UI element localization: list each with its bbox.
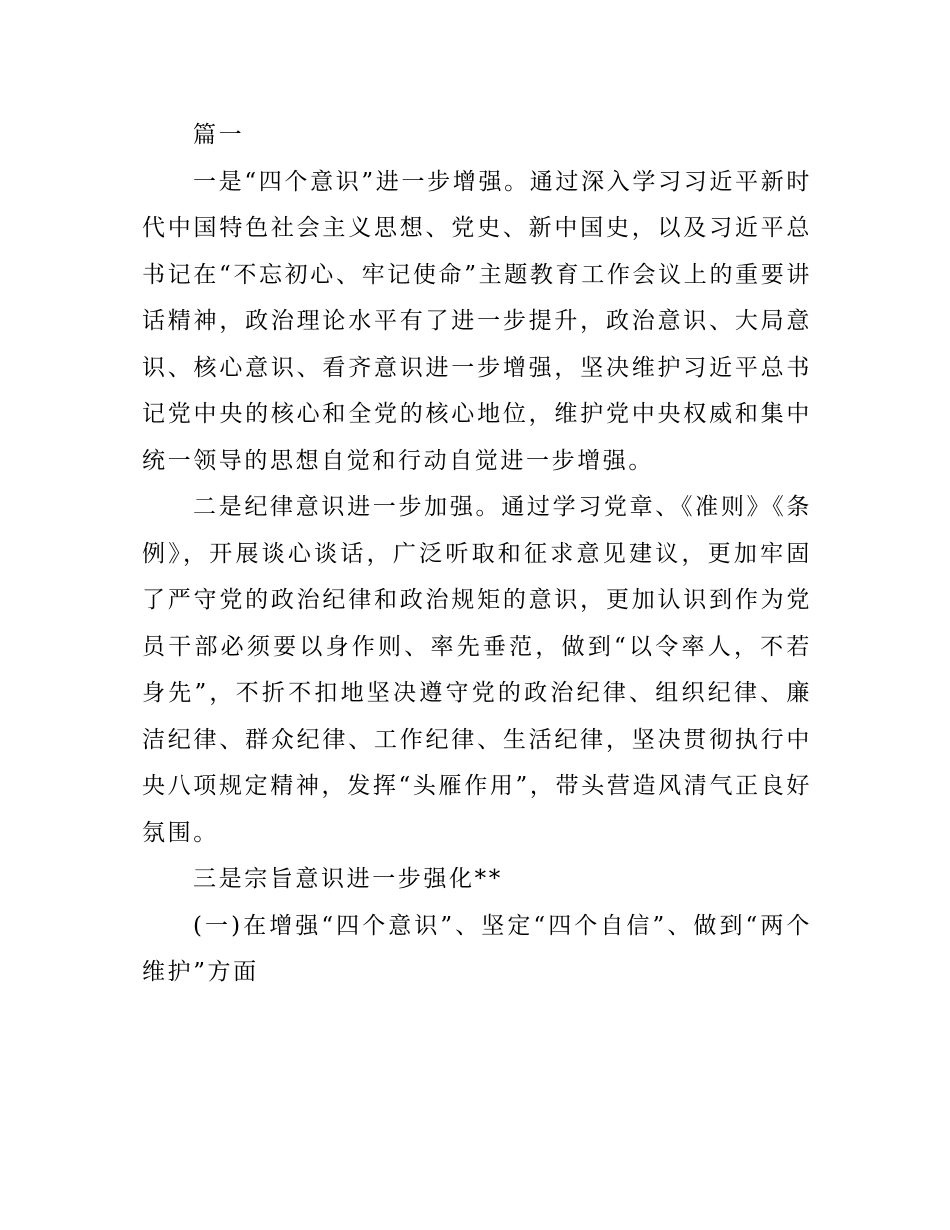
document-body: [142, 112, 812, 996]
paragraph-four-consciousness: 一是“四个意识”进一步增强。通过深入学习习近平新时代中国特色社会主义思想、党史、新中国史，以及习近平总书记在“不忘初心、牢记使命”主题教育工作会议上的重要讲话精神，政治理论水平有了进一步提升，政治意识、大局意识、核心意识、看齐意识进一步增强，坚决维护习近平总书记党中央的核心和全党的核心地位，维护党中央权威和集中统一领导的思想自觉和行动自觉进一步增强。: [142, 168, 812, 474]
paragraph-discipline: 二是纪律意识进一步加强。通过学习党章、《准则》《条例》，开展谈心谈话，广泛听取和征求意见建议，更加牢固了严守党的政治纪律和政治规矩的意识，更加认识到作为党员干部必须要以身作则、率先垂范，做到“以令率人，不若身先”，不折不扣地坚决遵守党的政治纪律、组织纪律、廉洁纪律、群众纪律、工作纪律、生活纪律，坚决贯彻执行中央八项规定精神，发挥“头雁作用”，带头营造风清气正良好氛围。: [142, 494, 812, 846]
paragraph-purpose: 三是宗旨意识进一步强化**: [193, 866, 503, 892]
section-heading: 篇一: [193, 122, 245, 148]
subheading-item-one: (一)在增强“四个意识”、坚定“四个自信”、做到“两个维护”方面: [142, 912, 812, 985]
